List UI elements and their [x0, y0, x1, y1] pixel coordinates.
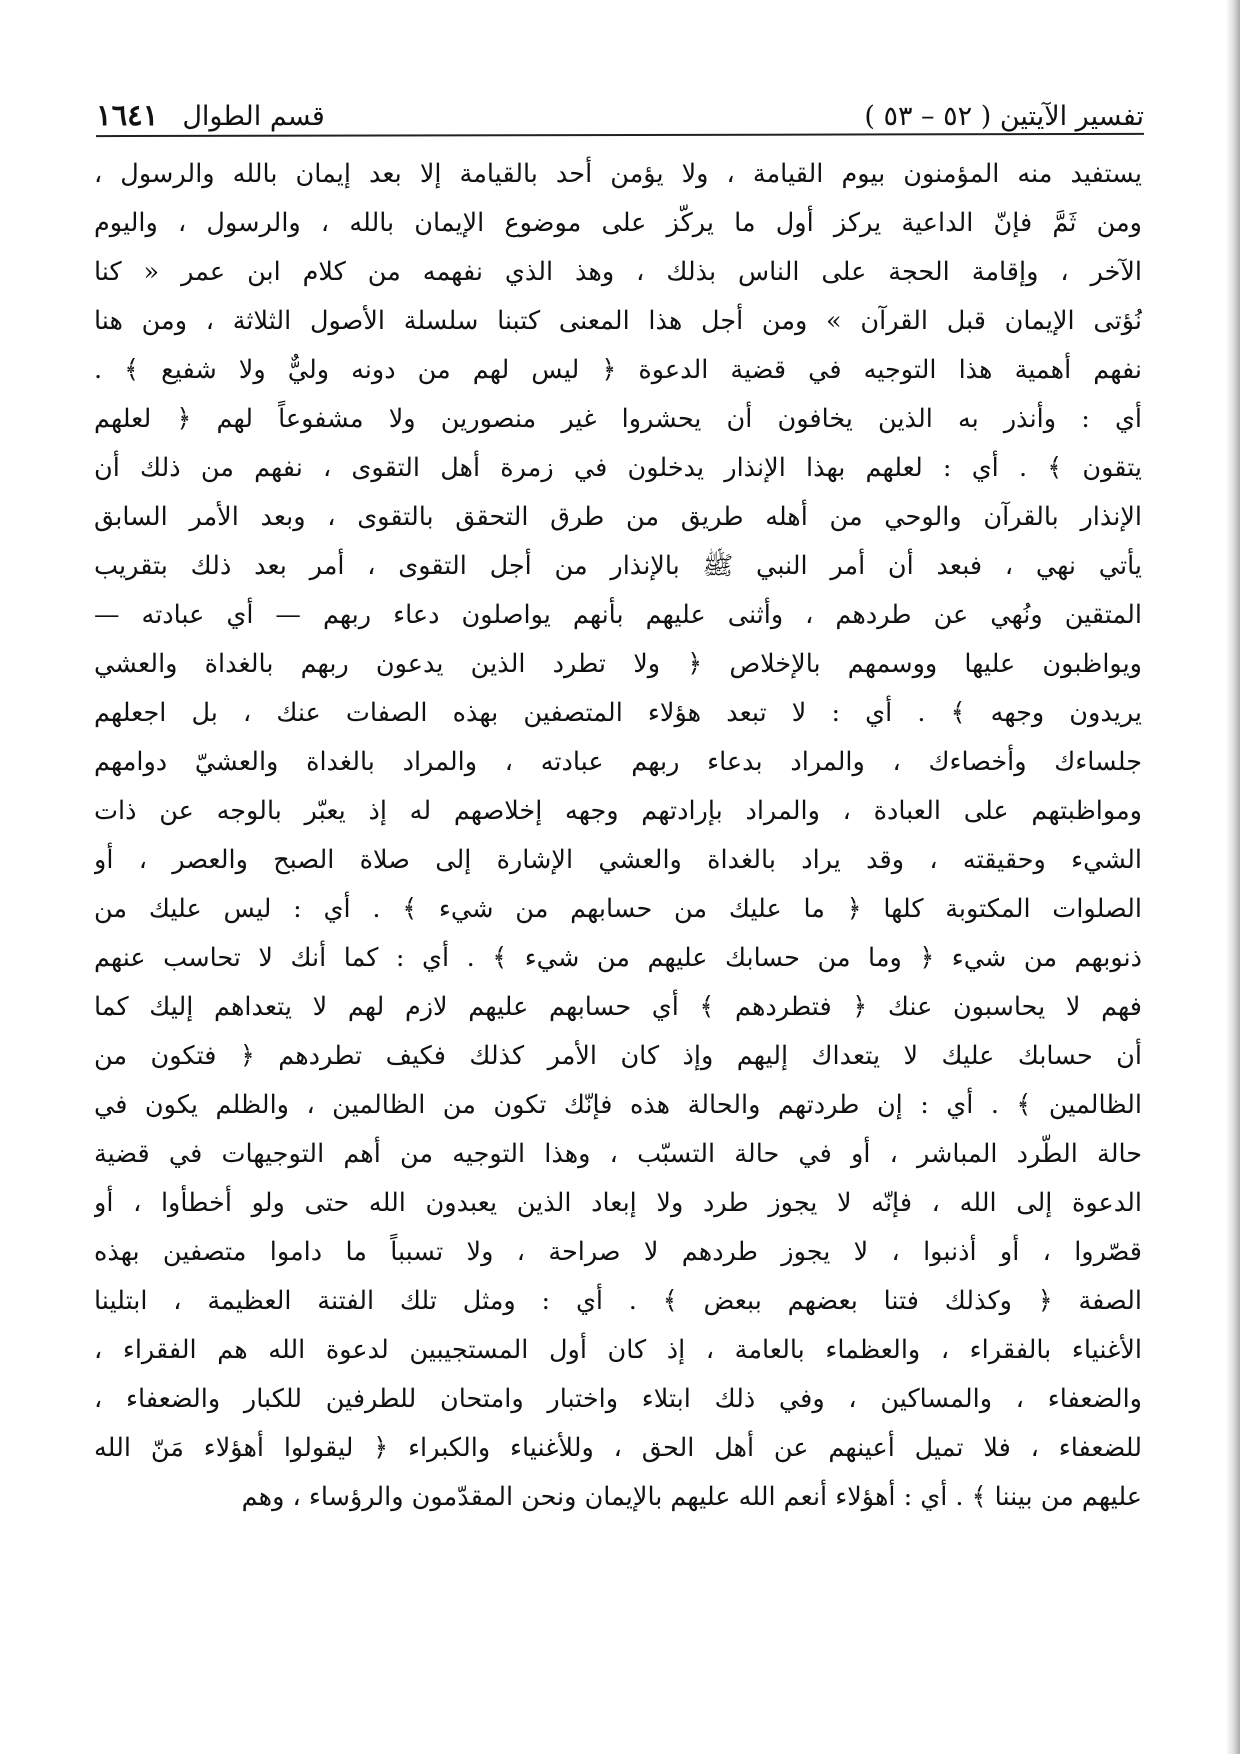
header-rule [96, 133, 1144, 137]
text-line: للضعفاء ، فلا تميل أعينهم عن أهل الحق ، وللأغنياء والكبراء ﴿ ليقولوا أهؤلاء مَنّ الله [94, 1433, 1142, 1463]
text-line: ومواظبتهم على العبادة ، والمراد بإرادتهم وجهه إخلاصهم له إذ يعبّر بالوجه عن ذات [94, 796, 1142, 826]
page-body [94, 150, 1142, 1522]
text-line: عليهم من بيننا ﴾ . أي : أهؤلاء أنعم الله عليهم بالإيمان ونحن المقدّمون والرؤساء ، وهم [241, 1482, 1142, 1512]
page-edge-shadow [1226, 0, 1240, 1754]
text-line: حالة الطّرد المباشر ، أو في حالة التسبّب ، وهذا التوجيه من أهم التوجيهات في قضية [94, 1139, 1142, 1169]
text-line: أن حسابك عليك لا يتعداك إليهم وإذ كان الأمر كذلك فكيف تطردهم ﴿ فتكون من [94, 1041, 1142, 1071]
text-line: نفهم أهمية هذا التوجيه في قضية الدعوة ﴿ ليس لهم من دونه وليٌّ ولا شفيع ﴾ . [94, 355, 1142, 385]
text-line: قصّروا ، أو أذنبوا ، لا يجوز طردهم لا صراحة ، ولا تسبباً ما داموا متصفين بهذه [94, 1237, 1142, 1267]
text-line: أي : وأنذر به الذين يخافون أن يحشروا غير منصورين ولا مشفوعاً لهم ﴿ لعلهم [94, 404, 1142, 434]
text-line: يأتي نهي ، فبعد أن أمر النبي ﷺ بالإنذار من أجل التقوى ، أمر بعد ذلك بتقريب [94, 551, 1142, 581]
text-line: ومن ثَمَّ فإنّ الداعية يركز أول ما يركّز على موضوع الإيمان بالله ، والرسول ، واليوم [94, 208, 1142, 238]
header-section-label: قسم الطوال [182, 101, 325, 132]
text-line: الدعوة إلى الله ، فإنّه لا يجوز طرد ولا إبعاد الذين يعبدون الله حتى ولو أخطأوا ، أو [94, 1188, 1142, 1218]
text-line: الظالمين ﴾ . أي : إن طردتهم والحالة هذه فإنّك تكون من الظالمين ، والظلم يكون في [94, 1090, 1142, 1120]
text-line: الصلوات المكتوبة كلها ﴿ ما عليك من حسابهم من شيء ﴾ . أي : ليس عليك من [94, 894, 1142, 924]
text-line: جلساءك وأخصاءك ، والمراد بدعاء ربهم عبادته ، والمراد بالغداة والعشيّ دوامهم [94, 747, 1142, 777]
text-line: يتقون ﴾ . أي : لعلهم بهذا الإنذار يدخلون في زمرة أهل التقوى ، نفهم من ذلك أن [94, 453, 1142, 483]
header-title: تفسير الآيتين ( ٥٢ – ٥٣ ) [864, 101, 1144, 132]
text-line: والضعفاء ، والمساكين ، وفي ذلك ابتلاء واختبار وامتحان للطرفين للكبار والضعفاء ، [94, 1384, 1142, 1414]
text-line: الإنذار بالقرآن والوحي من أهله طريق من طرق التحقق بالتقوى ، وبعد الأمر السابق [94, 502, 1142, 532]
text-line: الآخر ، وإقامة الحجة على الناس بذلك ، وهذ الذي نفهمه من كلام ابن عمر « كنا [94, 257, 1142, 287]
text-line: يريدون وجهه ﴾ . أي : لا تبعد هؤلاء المتصفين بهذه الصفات عنك ، بل اجعلهم [94, 698, 1142, 728]
text-line: الشيء وحقيقته ، وقد يراد بالغداة والعشي الإشارة إلى صلاة الصبح والعصر ، أو [94, 845, 1142, 875]
running-head [96, 72, 1144, 132]
text-line: نُؤتى الإيمان قبل القرآن » ومن أجل هذا المعنى كتبنا سلسلة الأصول الثلاثة ، ومن هنا [94, 306, 1142, 336]
text-line: المتقين ونُهي عن طردهم ، وأثنى عليهم بأنهم يواصلون دعاء ربهم — أي عبادته — [94, 600, 1142, 630]
text-line: الأغنياء بالفقراء ، والعظماء بالعامة ، إذ كان أول المستجيبين لدعوة الله هم الفقراء ، [94, 1335, 1142, 1365]
text-line: يستفيد منه المؤمنون بيوم القيامة ، ولا يؤمن أحد بالقيامة إلا بعد إيمان بالله والرسول ، [94, 159, 1142, 189]
text-line: ويواظبون عليها ووسمهم بالإخلاص ﴿ ولا تطرد الذين يدعون ربهم بالغداة والعشي [94, 649, 1142, 679]
text-line: ذنوبهم من شيء ﴿ وما من حسابك عليهم من شيء ﴾ . أي : كما أنك لا تحاسب عنهم [94, 943, 1142, 973]
page-number: ١٦٤١ [96, 98, 159, 132]
text-line: فهم لا يحاسبون عنك ﴿ فتطردهم ﴾ أي حسابهم عليهم لازم لهم لا يتعداهم إليك كما [94, 992, 1142, 1022]
header-section-group [96, 98, 325, 132]
text-line: الصفة ﴿ وكذلك فتنا بعضهم ببعض ﴾ . أي : ومثل تلك الفتنة العظيمة ، ابتلينا [94, 1286, 1142, 1316]
